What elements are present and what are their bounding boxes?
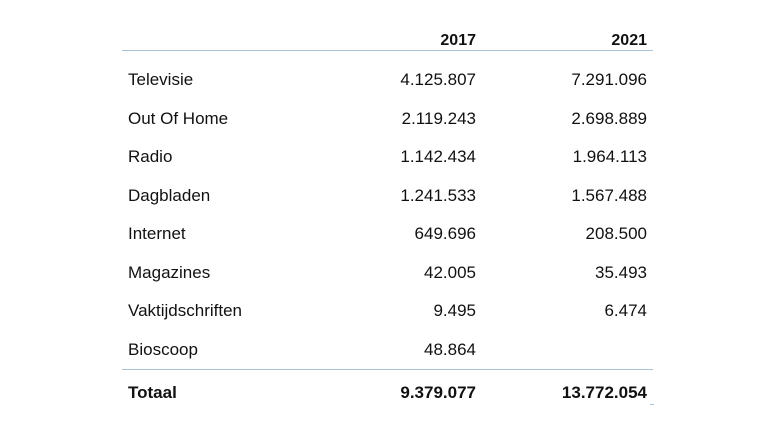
row-label: Internet [128,224,186,244]
table-row [122,177,653,216]
row-label: Vaktijdschriften [128,301,243,321]
row-value-2017: 48.864 [424,339,476,359]
row-value-2017: 649.696 [414,224,476,244]
row-value-2017: 2.119.243 [401,108,476,128]
total-value-2021: 13.772.054 [561,383,647,403]
table-row [122,100,653,139]
row-label: Bioscoop [128,339,198,359]
table-row [122,61,653,100]
row-value-2017: 4.125.807 [400,70,476,90]
row-value-2021: 1.964.113 [572,147,647,167]
column-header-2017: 2017 [440,32,476,49]
table-row [122,254,653,293]
media-spend-table [122,28,653,413]
row-value-2017: 9.495 [433,301,476,321]
table-row [122,292,653,331]
table-corner-tick [650,404,654,405]
column-header-2021: 2021 [611,32,647,49]
row-value-2021: 7.291.096 [571,70,647,90]
row-value-2021: 2.698.889 [571,108,647,128]
table-row [122,138,653,177]
table-header-row [122,28,653,50]
total-row [122,374,653,413]
row-value-2021: 35.493 [595,262,647,282]
row-value-2017: 1.142.434 [400,147,476,167]
row-label: Televisie [128,70,194,90]
table-row [122,215,653,254]
row-value-2021: 6.474 [604,301,647,321]
row-value-2021: 208.500 [585,224,647,244]
row-value-2021: 1.567.488 [571,185,647,205]
row-value-2017: 42.005 [424,262,476,282]
total-divider [122,369,653,370]
row-label: Magazines [128,262,211,282]
row-label: Radio [128,147,173,167]
row-label: Dagbladen [128,185,211,205]
header-divider [122,50,653,51]
table-row [122,331,653,370]
row-value-2017: 1.241.533 [400,185,476,205]
row-label: Out Of Home [128,108,229,128]
total-value-2017: 9.379.077 [400,383,476,403]
total-label: Totaal [128,383,177,403]
